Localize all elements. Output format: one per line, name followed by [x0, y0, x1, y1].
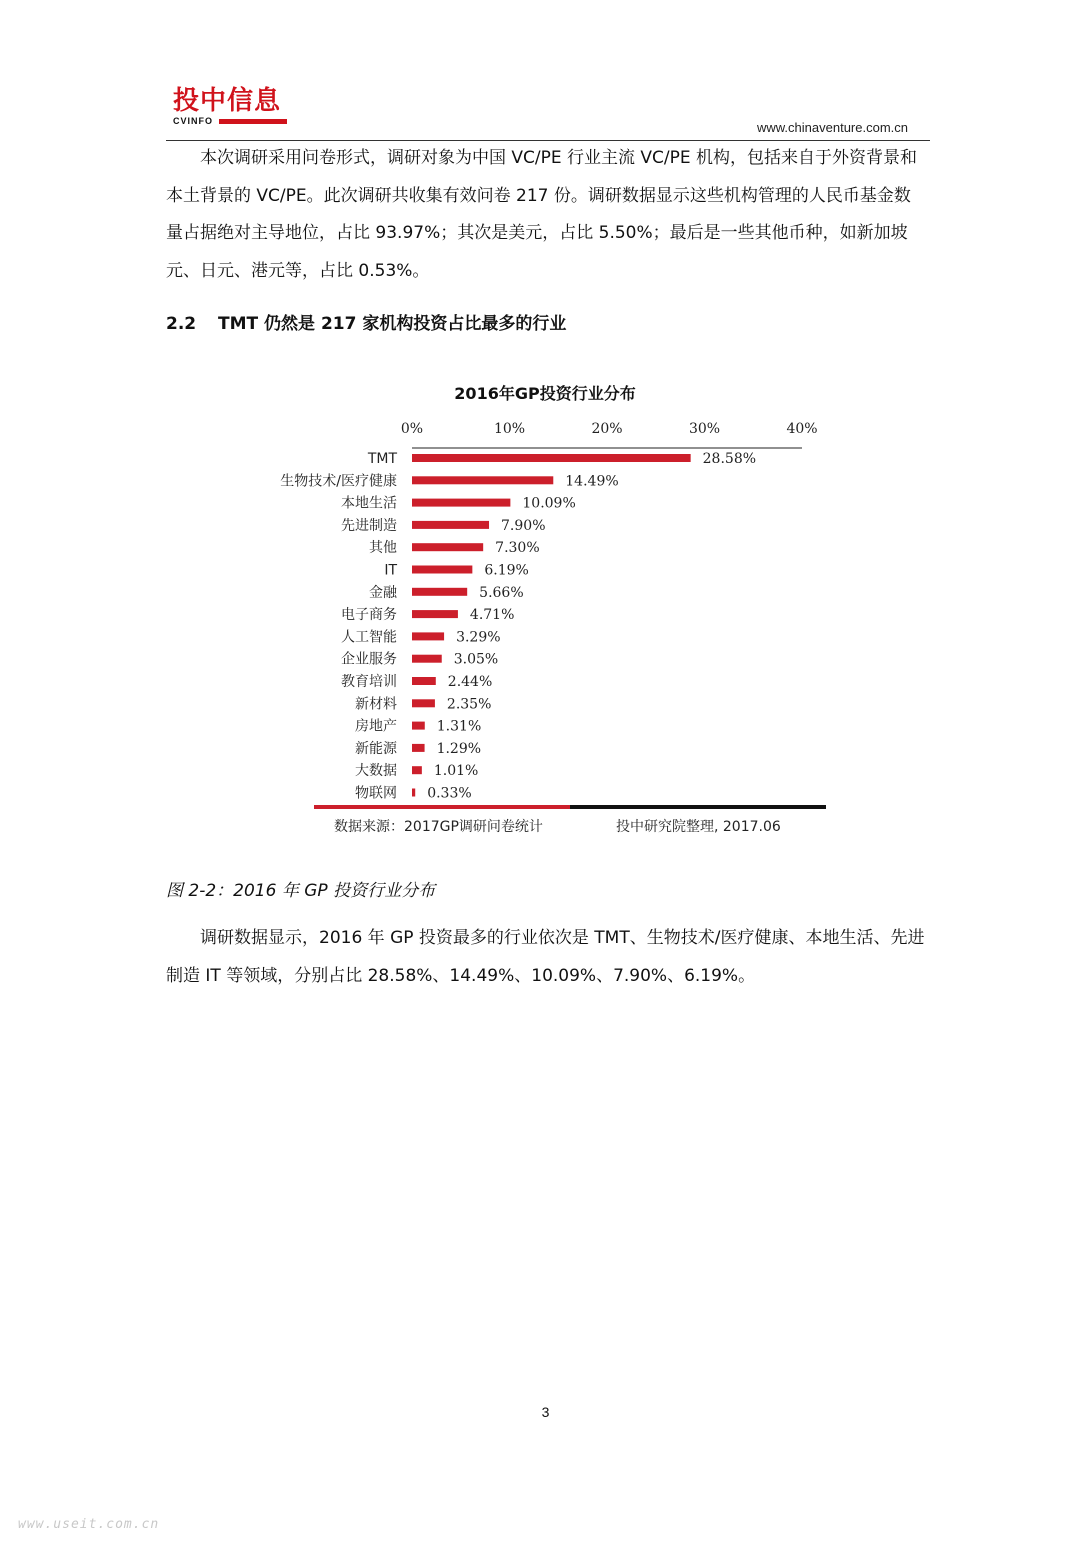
bar-value-label: 14.49%	[565, 473, 619, 490]
bar-value-label: 4.71%	[469, 607, 515, 624]
bar-series	[280, 451, 756, 802]
chart-source-note: 数据来源：2017GP调研问卷统计	[334, 819, 543, 835]
bar-value-label: 7.30%	[495, 540, 540, 557]
category-label: IT	[384, 562, 397, 579]
bar-value-label: 28.58%	[702, 451, 757, 467]
x-tick-label: 40%	[786, 421, 818, 437]
x-tick-label: 0%	[400, 421, 424, 437]
category-label: 其他	[369, 540, 397, 557]
category-label: 教育培训	[341, 674, 397, 690]
page-number: 3	[541, 1404, 550, 1420]
bar-value-label: 1.01%	[433, 763, 479, 780]
x-tick-label: 10%	[493, 421, 526, 437]
category-label: 金融	[369, 584, 397, 601]
bar-value-label: 6.19%	[484, 562, 529, 579]
figure-caption: 图 2-2：2016 年 GP 投资行业分布	[166, 881, 436, 901]
category-label: 企业服务	[341, 651, 397, 668]
bar	[412, 766, 422, 774]
logo-bar	[219, 119, 287, 124]
chart-org-note: 投中研究院整理, 2017.06	[616, 819, 781, 835]
analysis-paragraph	[166, 920, 926, 995]
bar	[412, 677, 436, 685]
bar	[412, 476, 553, 484]
bar-value-label: 2.44%	[447, 674, 493, 690]
section-title: TMT 仍然是 217 家机构投资占比最多的行业	[218, 314, 567, 334]
section-number: 2.2	[166, 314, 197, 334]
category-label: 先进制造	[341, 517, 397, 534]
category-label: 人工智能	[341, 629, 397, 646]
header-site-url[interactable]: www.chinaventure.com.cn	[756, 120, 908, 135]
bar	[412, 588, 467, 596]
category-label: 新材料	[355, 696, 397, 713]
logo-text: 投中信息	[173, 86, 282, 116]
intro-paragraph	[166, 140, 926, 290]
bar	[412, 566, 472, 574]
category-label: 大数据	[355, 763, 397, 780]
category-label: TMT	[367, 451, 397, 467]
category-label: 物联网	[355, 785, 397, 802]
category-label: 新能源	[355, 740, 397, 757]
bar	[412, 454, 691, 462]
section-heading	[166, 309, 566, 334]
x-axis-ticks	[401, 421, 818, 437]
bar	[412, 521, 489, 529]
bar-value-label: 5.66%	[479, 584, 524, 601]
bar	[412, 655, 442, 663]
bar-value-label: 0.33%	[427, 785, 472, 802]
bar-value-label: 2.35%	[446, 696, 492, 713]
bar-value-label: 10.09%	[522, 495, 576, 512]
bar-value-label: 3.05%	[453, 651, 499, 668]
bar-value-label: 7.90%	[501, 517, 546, 534]
bar	[412, 543, 483, 551]
category-label: 本地生活	[341, 495, 397, 512]
bar	[412, 744, 425, 752]
logo-subtext: CVINFO	[173, 116, 214, 126]
bar	[412, 789, 415, 797]
bar	[412, 699, 435, 707]
bar-value-label: 3.29%	[456, 629, 501, 646]
analysis-paragraph-text: 调研数据显示，2016 年 GP 投资最多的行业依次是 TMT、生物技术/医疗健康、本地生活、先进制造 IT 等领域，分别占比 28.58%、14.49%、10.09%、7.90%、6.19%。	[166, 928, 925, 986]
category-label: 生物技术/医疗健康	[280, 473, 397, 490]
bar-value-label: 1.29%	[436, 740, 482, 757]
bar-value-label: 1.31%	[436, 718, 482, 735]
x-tick-label: 30%	[688, 421, 721, 437]
watermark: www.useit.com.cn	[18, 1517, 160, 1532]
cvinfo-logo	[173, 86, 288, 130]
bar	[412, 499, 510, 507]
x-tick-label: 20%	[591, 421, 623, 437]
intro-paragraph-text: 本次调研采用问卷形式，调研对象为中国 VC/PE 行业主流 VC/PE 机构，包括来自于外资背景和本土背景的 VC/PE。此次调研共收集有效问卷 217 份。调研数据显示这些机构管理的人民币基金数量占据绝对主导地位，占比 93.97%；其次是美元，占比 5.50%；最后是一些其他币种，如新加坡元、日元、港元等，占比 0.53%。	[166, 148, 918, 281]
bar	[412, 610, 458, 618]
category-label: 房地产	[355, 718, 397, 735]
bar	[412, 632, 444, 640]
industry-distribution-chart	[0, 370, 1091, 850]
chart-title: 2016年GP投资行业分布	[454, 384, 636, 403]
category-label: 电子商务	[341, 607, 397, 624]
bar	[412, 722, 425, 730]
